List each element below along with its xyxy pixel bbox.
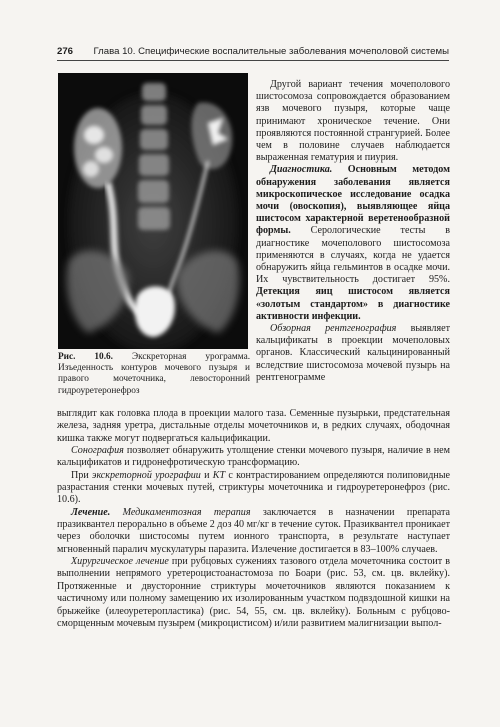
- header-rule: [57, 60, 449, 61]
- paragraph-text: при рубцовых сужениях тазового отдела мочеточника состоит в выполнении непрямого уретероцистоанастомоза по Боари (рис. 53, см. цв. вклейку). Протяженные и двусторонние стриктуры мочеточников являются показанием к частичному или полному замещению их изолированным участком подвздошной кишки на брыжейке (илеоуретеропластика) (рис. 54, 55, см. цв. вклейку). Больным с рубцово-сморщенным мочевым пузырем (микроцистисом) и/или развитием малигнизации выпол-: [57, 556, 450, 629]
- paragraph-text: Другой вариант течения мочеполового шистосомоза сопровождается образованием язв мочевого пузыря, которые чаще принимают хроническое течение. Они проявляются постоянной странгурией. Более чем в половине случаев наблюдается выраженная гематурия и пиурия.: [256, 79, 450, 164]
- paragraph: [256, 164, 450, 323]
- paragraph-text: позволяет обнаружить утолщение стенки мочевого пузыря, наличие в нем кальцификатов и гидронефротическую трансформацию.: [57, 445, 450, 469]
- paragraph-text: выявляет кальцификаты в проекции мочеполовых органов. Классический кальцинированный вследствие шистосомоза мочевой пузырь на рентгенограмме: [256, 323, 450, 383]
- paragraph-text: с контрастированием определяются полиповидные разрастания стенки мочевых путей, стриктуры мочеточника и гидроуретеронефроз (рис. 10.6).: [57, 469, 451, 506]
- paragraph: [256, 323, 450, 384]
- caption-number: Рис. 10.6.: [58, 352, 114, 362]
- paragraph: [57, 470, 450, 507]
- paragraph: [57, 556, 450, 630]
- section-lead: Диагностика.: [270, 164, 333, 176]
- paragraph-text: Серологические тесты в диагностике мочеполового шистосомоза применяются в случаях, когда не удается обнаружить яйца гельминтов в осадке мочи. Их чувствительность достигает 95%.: [256, 225, 450, 286]
- bold-text: Детекция яиц шистосом является «золотым стандартом» в диагностике активности инфекции.: [256, 286, 450, 322]
- paragraph-text: При: [71, 469, 92, 481]
- right-column-text: [256, 79, 450, 384]
- paragraph-text: заключается в назначении препарата празиквантел перорально в объеме 2 доз 40 мг/кг в течение суток. Празиквантел проникает через оболочки шистосомы путем ионного транспорта, в результате наступает мгновенный паралич мускулатуры паразита. Излечение достигается в 83–100% случаев.: [57, 506, 450, 555]
- chapter-title: Глава 10. Специфические воспалительные заболевания мочеполовой системы: [93, 46, 449, 57]
- italic-term: экскреторной урографии: [92, 469, 201, 481]
- paragraph: [256, 79, 450, 164]
- italic-term: Обзорная рентгенография: [270, 323, 397, 335]
- urogram-image: [58, 73, 248, 349]
- italic-term: Сонография: [71, 445, 124, 457]
- paragraph: [57, 445, 450, 470]
- page-number: 276: [57, 46, 74, 57]
- paragraph-text: выглядит как головка плода в проекции малого таза. Семенные пузырьки, предстательная железа, задняя уретра, дистальные отделы мочеточников и, в редких случаях, ободочная кишка также могут подвергаться кальцификации.: [57, 408, 450, 444]
- bold-text: Основным методом обнаружения заболевания является микроскопическое исследование осадка мочи (овоскопия), выявляющее яйца шистосом характерной веретенообразной формы.: [256, 164, 450, 237]
- italic-term: КТ: [212, 469, 226, 481]
- caption-text: Экскреторная урограмма. Изъеденность контуров мочевого пузыря и правого мочеточника, левосторонний гидроуретеронефроз: [58, 352, 251, 396]
- paragraph: [57, 507, 450, 556]
- italic-term: Медикаментозная терапия: [110, 506, 251, 518]
- italic-term: Хирургическое лечение: [71, 556, 169, 568]
- paragraph-text: и: [200, 469, 213, 481]
- figure-caption: [58, 352, 250, 397]
- paragraph: [57, 408, 450, 445]
- xray-illustration: [58, 73, 248, 349]
- running-header: [57, 46, 449, 57]
- section-lead: Лечение.: [71, 506, 111, 518]
- full-width-text: [57, 408, 450, 630]
